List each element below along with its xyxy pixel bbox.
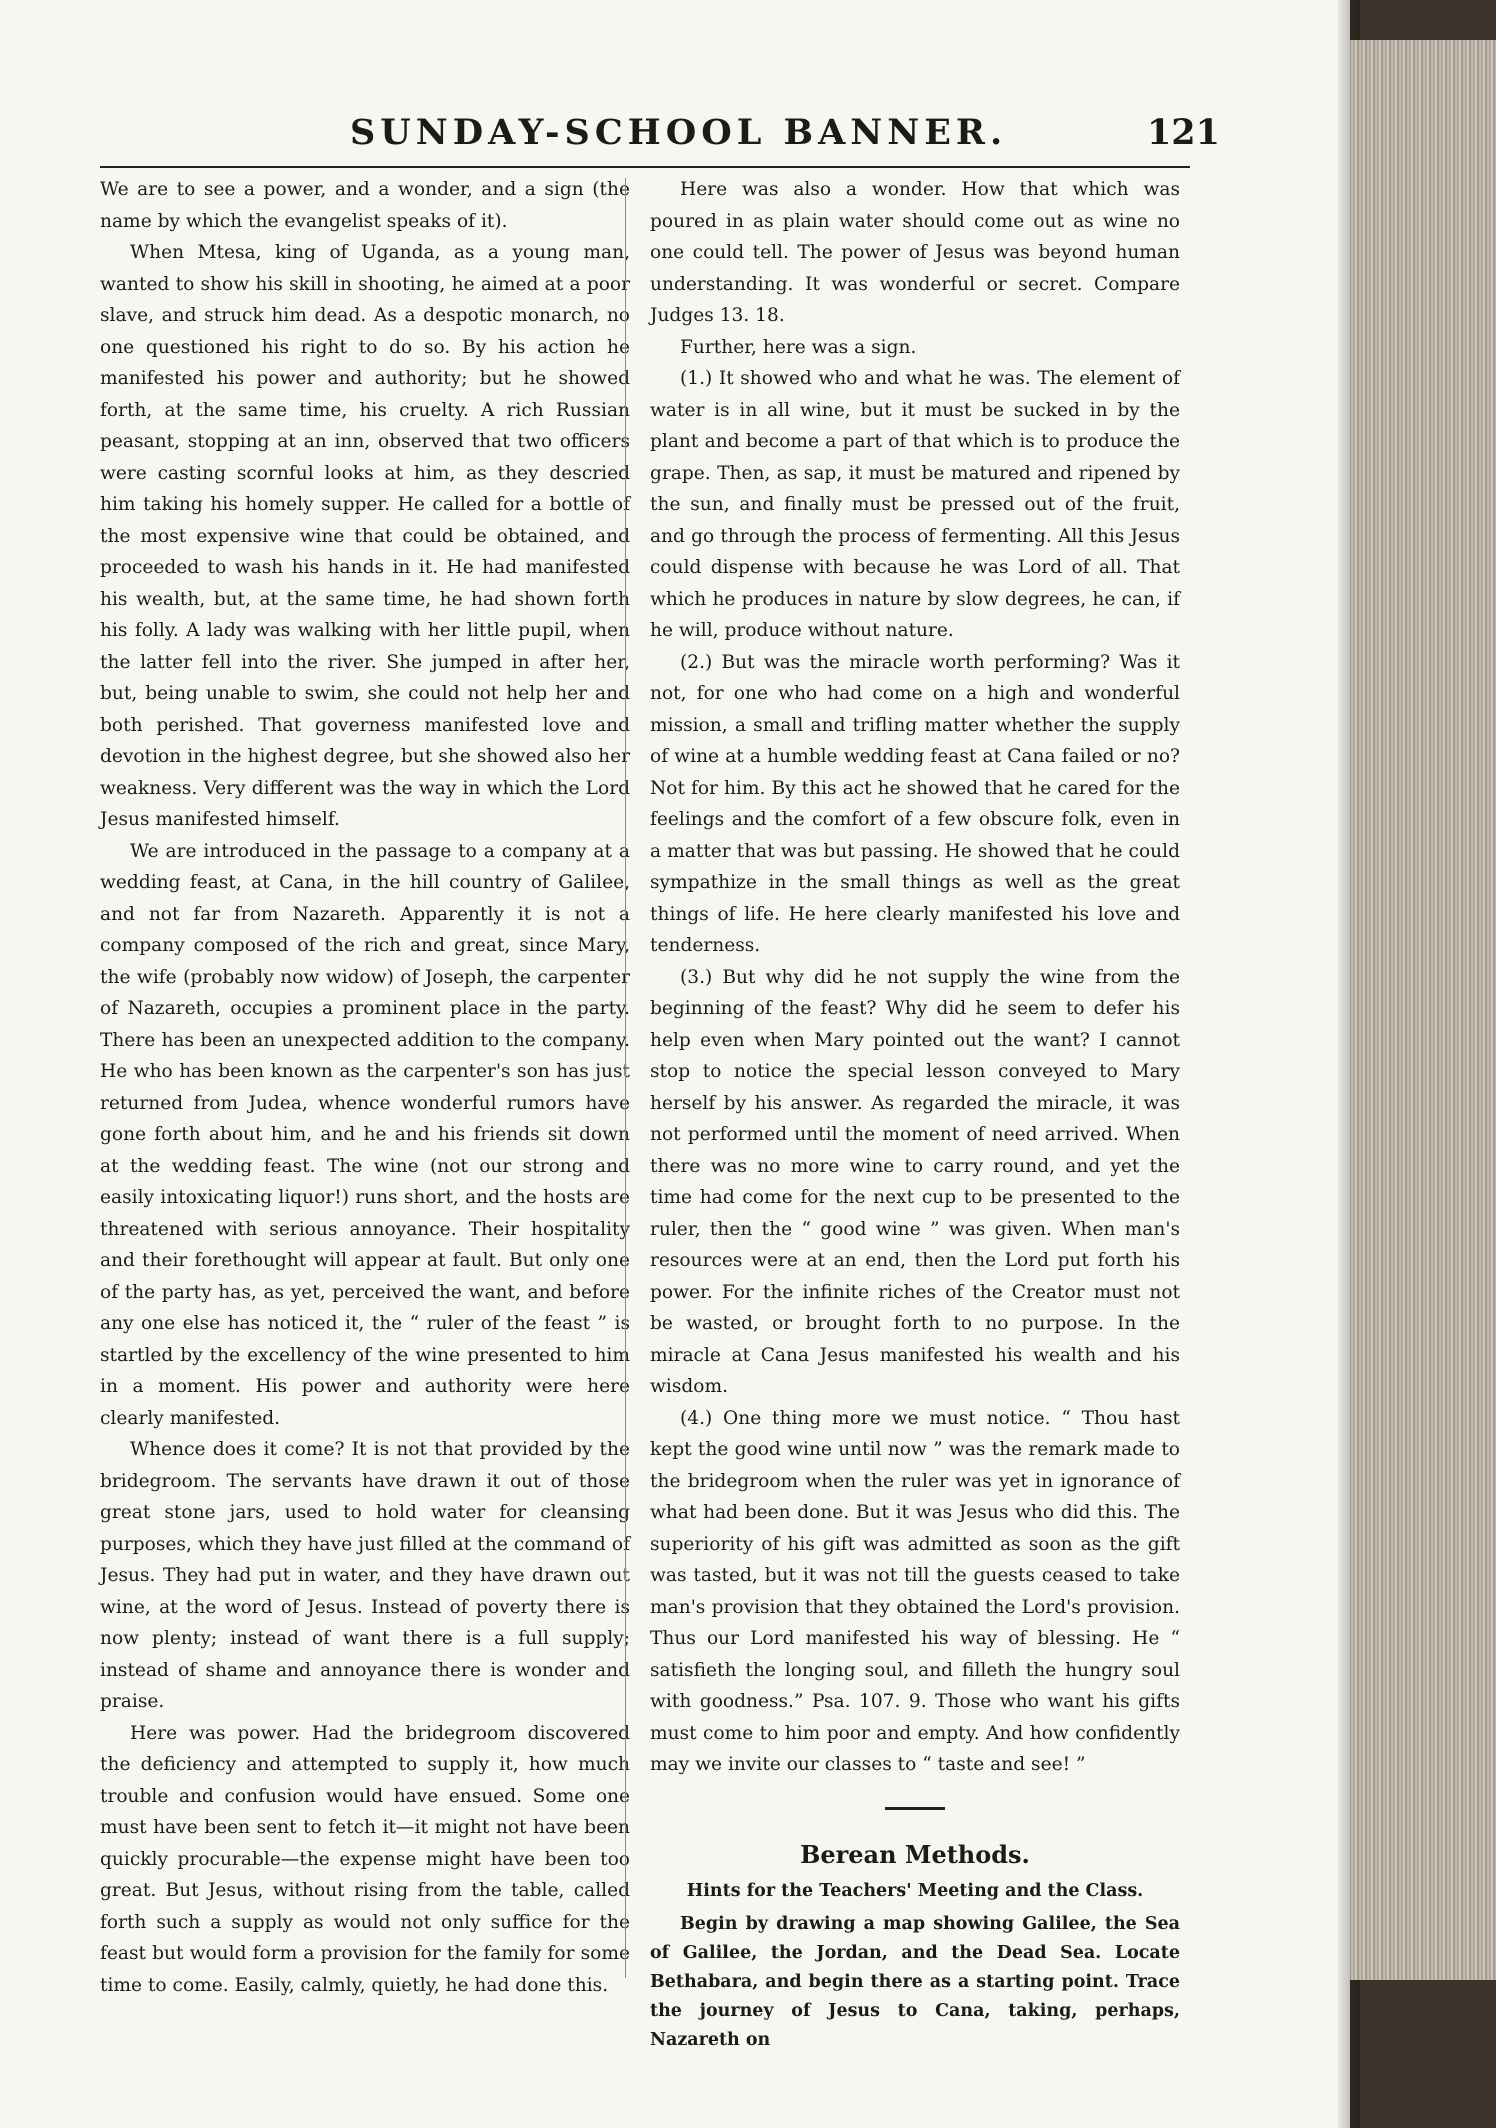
paragraph: When Mtesa, king of Uganda, as a young man, wanted to show his skill in shooting, he aimed at a poor slave, and struck him dead. As a despotic monarch, no one questioned his right to do so. By his action he manifested his power and authority; but he showed forth, at the same time, his cruelty. A rich Russian peasant, stopping at an inn, observed that two officers were casting scornful looks at him, as they descried him taking his homely supper. He called for a bottle of the most expensive wine that could be obtained, and proceeded to wash his hands in it. He had manifested his wealth, but, at the same time, he had shown forth his folly. A lady was walking with her little pupil, when the latter fell into the river. She jumped in after her, but, being unable to swim, she could not help her and both perished. That governess manifested love and devotion in the highest degree, but she showed also her weakness. Very different was the way in which the Lord Jesus manifested himself. — [100, 242, 630, 830]
page-header — [350, 112, 1220, 162]
paragraph: (3.) But why did he not supply the wine from the beginning of the feast? Why did he seem to defer his help even when Mary pointed out the want? I cannot stop to notice the special lesson conveyed to Mary herself by his answer. As regarded the miracle, it was not performed until the moment of need arrived. When there was no more wine to carry round, and yet the time had come for the next cup to be presented to the ruler, then the “ good wine ” was given. When man's resources were at an end, then the Lord put forth his power. For the infinite riches of the Creator must not be wasted, or brought forth to no purpose. In the miracle at Cana Jesus manifested his wealth and his wisdom. — [650, 966, 1180, 1397]
paragraph: (1.) It showed who and what he was. The element of water is in all wine, but it must be sucked in by the plant and become a part of that which is to produce the grape. Then, as sap, it must be matured and ripened by the sun, and finally must be pressed out of the fruit, and go through the process of fermenting. All this Jesus could dispense with because he was Lord of all. That which he produces in nature by slow degrees, he can, if he will, produce without nature. — [650, 368, 1180, 641]
paragraph: Here was also a wonder. How that which was poured in as plain water should come out as wine no one could tell. The power of Jesus was beyond human understanding. It was wonderful or secret. Compare Judges 13. 18. — [650, 179, 1180, 326]
section-separator — [885, 1807, 945, 1810]
section-subtitle: Hints for the Teachers' Meeting and the Class. — [686, 1880, 1144, 1901]
paragraph: We are to see a power, and a wonder, and a sign (the name by which the evangelist speaks of it). — [100, 179, 630, 232]
column-divider — [625, 178, 626, 1978]
header-rule — [100, 166, 1190, 168]
right-column — [650, 174, 1180, 2050]
left-column — [100, 174, 630, 1996]
paragraph: (2.) But was the miracle worth performing? Was it not, for one who had come on a high and wonderful mission, a small and trifling matter whether the supply of wine at a humble wedding feast at Cana failed or no? Not for him. By this act he showed that he cared for the feelings and the comfort of a few obscure folk, even in a matter that was but passing. He showed that he could sympathize in the small things as well as the great things of life. He here clearly manifested his love and tenderness. — [650, 651, 1180, 956]
section-body: Begin by drawing a map showing Galilee, the Sea of Galilee, the Jordan, and the Dead Sea. Locate Bethabara, and begin there as a starting point. Trace the journey of Jesus to Cana, taking, perhaps, Nazareth on — [650, 1913, 1180, 2050]
paragraph: (4.) One thing more we must notice. “ Thou hast kept the good wine until now ” was the remark made to the bridegroom when the ruler was yet in ignorance of what had been done. But it was Jesus who did this. The superiority of his gift was admitted as soon as the gift was tasted, but it was not till the guests ceased to take man's provision that they obtained the Lord's provision. Thus our Lord manifested his way of blessing. He “ satisfieth the longing soul, and filleth the hungry soul with goodness.” Psa. 107. 9. Those who want his gifts must come to him poor and empty. And how confidently may we invite our classes to “ taste and see! ” — [650, 1407, 1180, 1775]
page-number: 121 — [1146, 112, 1220, 153]
paragraph: Further, here was a sign. — [680, 336, 917, 358]
paragraph: We are introduced in the passage to a company at a wedding feast, at Cana, in the hill country of Galilee, and not far from Nazareth. Apparently it is not a company composed of the rich and great, since Mary, the wife (probably now widow) of Joseph, the carpenter of Nazareth, occupies a prominent place in the party. There has been an unexpected addition to the company. He who has been known as the carpenter's son has just returned from Judea, whence wonderful rumors have gone forth about him, and he and his friends sit down at the wedding feast. The wine (not our strong and easily intoxicating liquor!) runs short, and the hosts are threatened with serious annoyance. Their hospitality and their forethought will appear at fault. But only one of the party has, as yet, perceived the want, and before any one else has noticed it, the “ ruler of the feast ” is startled by the excellency of the wine presented to him in a moment. His power and authority were here clearly manifested. — [100, 840, 630, 1429]
running-title: SUNDAY-SCHOOL BANNER. — [350, 112, 1008, 153]
book-page-edges — [1350, 40, 1496, 1980]
paragraph: Whence does it come? It is not that provided by the bridegroom. The servants have drawn it out of those great stone jars, used to hold water for cleansing purposes, which they have just filled at the command of Jesus. They had put in water, and they have drawn out wine, at the word of Jesus. Instead of poverty there is now plenty; instead of want there is a full supply; instead of shame and annoyance there is wonder and praise. — [100, 1439, 630, 1712]
section-title: Berean Methods. — [800, 1839, 1030, 1869]
paragraph: Here was power. Had the bridegroom discovered the deficiency and attempted to supply it, how much trouble and confusion would have ensued. Some one must have been sent to fetch it—it might not have been quickly procurable—the expense might have been too great. But Jesus, without rising from the table, called forth such a supply as would not only suffice for the feast but would form a provision for the family for some time to come. Easily, calmly, quietly, he had done this. — [100, 1722, 630, 1996]
